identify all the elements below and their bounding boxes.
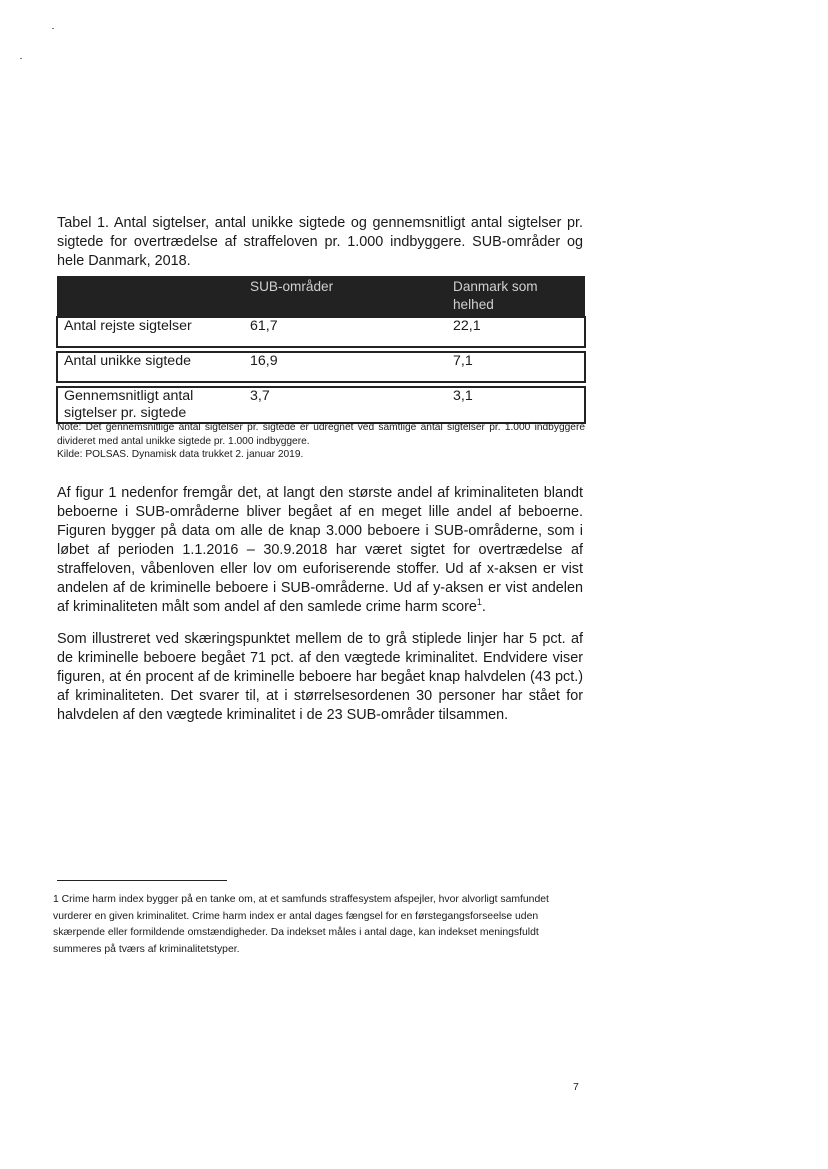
- table-row: [57, 352, 585, 382]
- table-cell: 61,7: [250, 317, 453, 347]
- scan-speck: [52, 28, 54, 29]
- paragraph-text: Af figur 1 nedenfor fremgår det, at langt den største andel af kriminaliteten blandt beboerne i SUB-områderne bliver begået af en meget lille andel af beboerne. Figuren bygger på data om alle de knap 3.000 beboere i SUB-områderne, som i løbet af perioden 1.1.2016 – 30.9.2018 har været sigtet for overtrædelse af straffeloven, våbenloven eller lov om euforiserende stoffer. Ud af x-aksen er vist andelen af de kriminelle beboere i SUB-områderne. Ud af y-aksen er vist andelen af kriminaliteten målt som andel af den samlede crime harm score: [57, 485, 583, 615]
- table-cell: 22,1: [453, 317, 585, 347]
- table-cell: 7,1: [453, 352, 585, 382]
- table-cell-label: Antal unikke sigtede: [57, 352, 250, 382]
- table-cell: 16,9: [250, 352, 453, 382]
- body-paragraph: Som illustreret ved skæringspunktet mellem de to grå stiplede linjer har 5 pct. af de kriminelle beboere begået 71 pct. af den vægtede kriminalitet. Endvidere viser figuren, at én procent af de kriminelle beboere har begået knap halvdelen (43 pct.) af kriminaliteten. Det svarer til, at i størrelsesordenen 30 personer har stået for halvdelen af den vægtede kriminalitet i de 23 SUB-områder tilsammen.: [57, 631, 583, 723]
- note-text: Note: Det gennemsnitlige antal sigtelser pr. sigtede er udregnet ved samtlige antal sigtelser pr. 1.000 indbyggere divideret med antal unikke sigtede pr. 1.000 indbyggere.: [57, 422, 585, 447]
- table-cell: 3,1: [453, 387, 585, 423]
- table-header-row: [57, 276, 585, 317]
- footnote: 1 Crime harm index bygger på en tanke om, at et samfunds straffesystem afspejler, hvor alvorligt samfundet vurderer en given kriminalitet. Crime harm index er antal dages fængsel for en førstegangsforseelse uden skærpende eller formildende omstændigheder. Da indekset måles i antal dage, kan indekset meningsfuldt summeres på tværs af kriminalitetstyper.: [53, 894, 549, 955]
- table-row: [57, 387, 585, 423]
- footnote-reference: 1: [476, 597, 482, 608]
- table-caption: Tabel 1. Antal sigtelser, antal unikke sigtede og gennemsnitligt antal sigtelser pr. sigtede for overtrædelse af straffeloven pr. 1.000 indbyggere. SUB-områder og hele Danmark, 2018.: [57, 215, 583, 270]
- table-header-cell: Danmark som helhed: [453, 276, 585, 317]
- scan-speck: [20, 58, 22, 59]
- page-number: 7: [573, 1081, 579, 1093]
- table-header-cell: SUB-områder: [250, 276, 453, 317]
- source-text: Kilde: POLSAS. Dynamisk data trukket 2. januar 2019.: [57, 449, 304, 460]
- table-header-cell: [57, 276, 250, 317]
- table-note: [57, 421, 585, 462]
- table-row: [57, 317, 585, 347]
- paragraph-end: .: [481, 599, 486, 615]
- table-cell-label: Gennemsnitligt antal sigtelser pr. sigtede: [57, 387, 250, 423]
- table-cell: 3,7: [250, 387, 453, 423]
- footnote-divider: [57, 880, 227, 881]
- table-cell-label: Antal rejste sigtelser: [57, 317, 250, 347]
- body-paragraph: [57, 484, 583, 617]
- data-table: [56, 276, 586, 424]
